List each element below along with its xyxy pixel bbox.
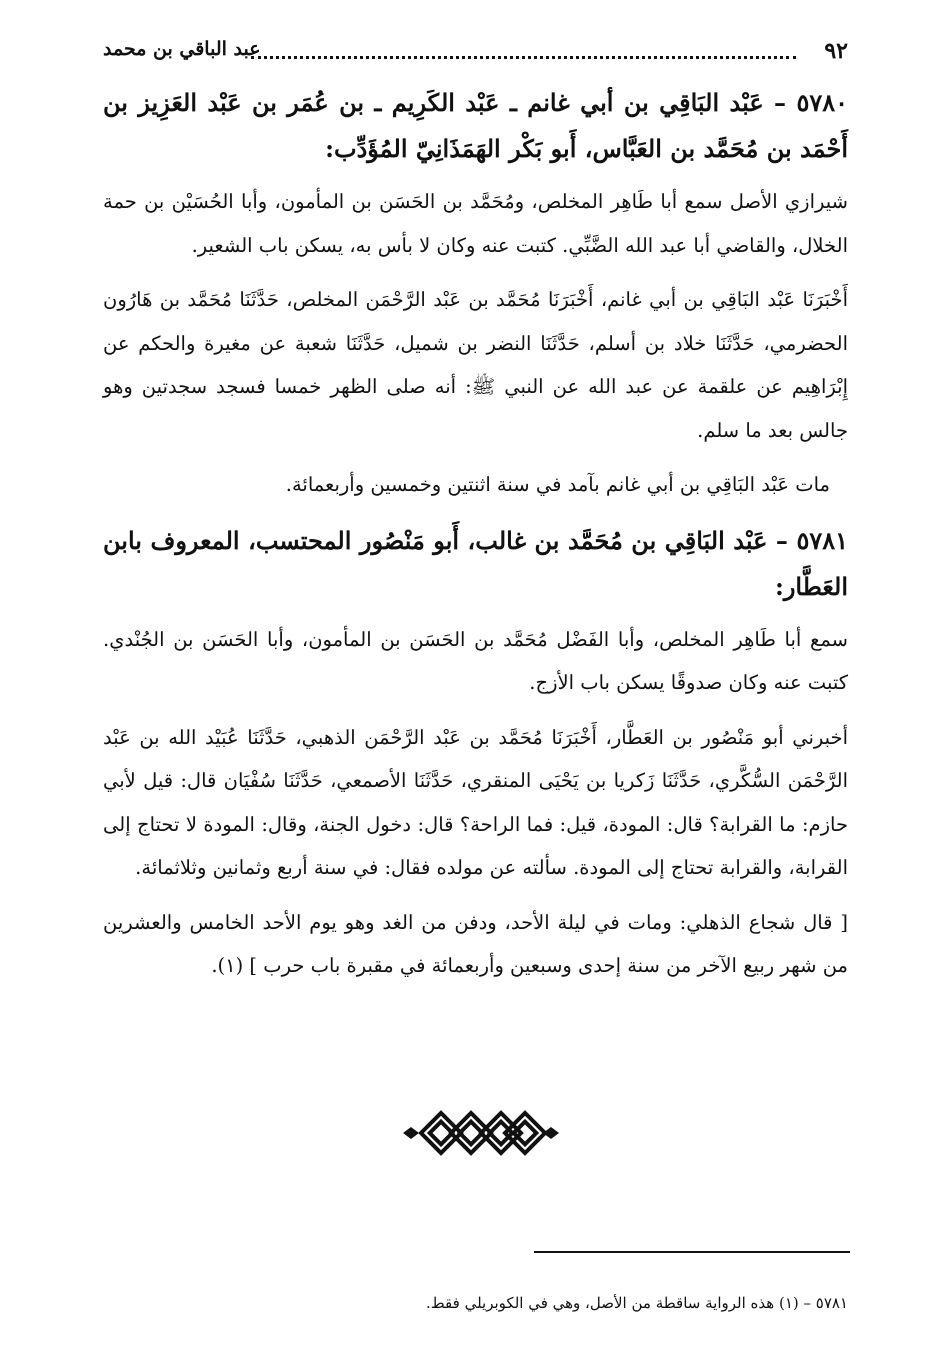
entry-heading: ٥٧٨٠ – عَبْد البَاقِي بن أبي غانم ـ عَبْد الكَرِيم ـ بن عُمَر بن عَبْد العَزِيز بن أَحْمَد بن مُحَمَّد بن العَبَّاس، أَبو بَكْر الهَمَذَانِيّ المُؤَدِّب: (103, 88, 848, 163)
entry-5780 (103, 80, 848, 507)
entry-5781 (103, 518, 848, 988)
entry-heading: ٥٧٨١ – عَبْد البَاقِي بن مُحَمَّد بن غالب، أَبو مَنْصُور المحتسب، المعروف بابن العَطَّار: (103, 525, 848, 601)
main-text (103, 80, 848, 999)
footnote: ٥٧٨١ – (١) هذه الرواية ساقطة من الأصل، وهي في الكوبريلي فقط. (426, 1294, 848, 1312)
page-number: ٩٢ (824, 38, 848, 64)
biography-paragraph: سمع أبا طَاهِر المخلص، وأبا الفَضْل مُحَمَّد بن الحَسَن بن المأمون، وأبا الحَسَن بن الجُنْدي. كتبت عنه وكان صدوقًا يسكن باب الأزج. (103, 627, 848, 694)
hadith-paragraph: أَخْبَرَنَا عَبْد البَاقِي بن أبي غانم، أَخْبَرَنَا مُحَمَّد بن عَبْد الرَّحْمَن المخلص، حَدَّثَنَا مُحَمَّد بن هَارُون الحضرمي، حَدَّثَنَا خلاد بن أسلم، حَدَّثَنَا النضر بن شميل، حَدَّثَنَا شعبة عن مغيرة والحكم عن إِبْرَاهِيم عن علقمة عن عبد الله عن النبي ﷺ: أنه صلى الظهر خمسا فسجد سجدتين وهو جالس بعد ما سلم. (103, 288, 848, 442)
page-header (103, 38, 848, 72)
narration-paragraph: أخبرني أبو مَنْصُور بن العَطَّار، أَخْبَرَنَا مُحَمَّد بن عَبْد الرَّحْمَن الذهبي، حَدَّثَنَا عُبَيْد الله بن عَبْد الرَّحْمَن السُّكَّري، حَدَّثَنَا زَكريا بن يَحْيَى المنقري، حَدَّثَنَا الأصمعي، حَدَّثَنَا سُفْيَان قال: قيل لأبي حازم: ما القرابة؟ قال: المودة، قيل: فما الراحة؟ قال: دخول الجنة، وقال: المودة لا تحتاج إلى القرابة، والقرابة تحتاج إلى المودة. سألته عن مولده فقال: في سنة أربع وثمانين وثلاثمائة. (103, 725, 848, 879)
footnote-separator (534, 1251, 850, 1253)
ornament-divider-icon (399, 1108, 563, 1158)
biography-paragraph: شيرازي الأصل سمع أبا طَاهِر المخلص، ومُحَمَّد بن الحَسَن بن المأمون، وأبا الحُسَيْن بن حمة الخلال، والقاضي أبا عبد الله الضَّبِّي. كتبت عنه وكان لا بأس به، يسكن باب الشعير. (103, 190, 848, 257)
death-paragraph: مات عَبْد البَاقِي بن أبي غانم بآمد في سنة اثنتين وخمسين وأربعمائة. (285, 473, 830, 496)
death-paragraph: [ قال شجاع الذهلي: ومات في ليلة الأحد، ودفن من الغد وهو يوم الأحد الخامس والعشرين من شهر ربيع الآخر من سنة إحدى وسبعين وأربعمائة في مقبرة باب حرب ] (١). (103, 910, 848, 977)
running-title: عبد الباقي بن محمد (103, 38, 261, 60)
header-dotted-leader (251, 56, 796, 59)
